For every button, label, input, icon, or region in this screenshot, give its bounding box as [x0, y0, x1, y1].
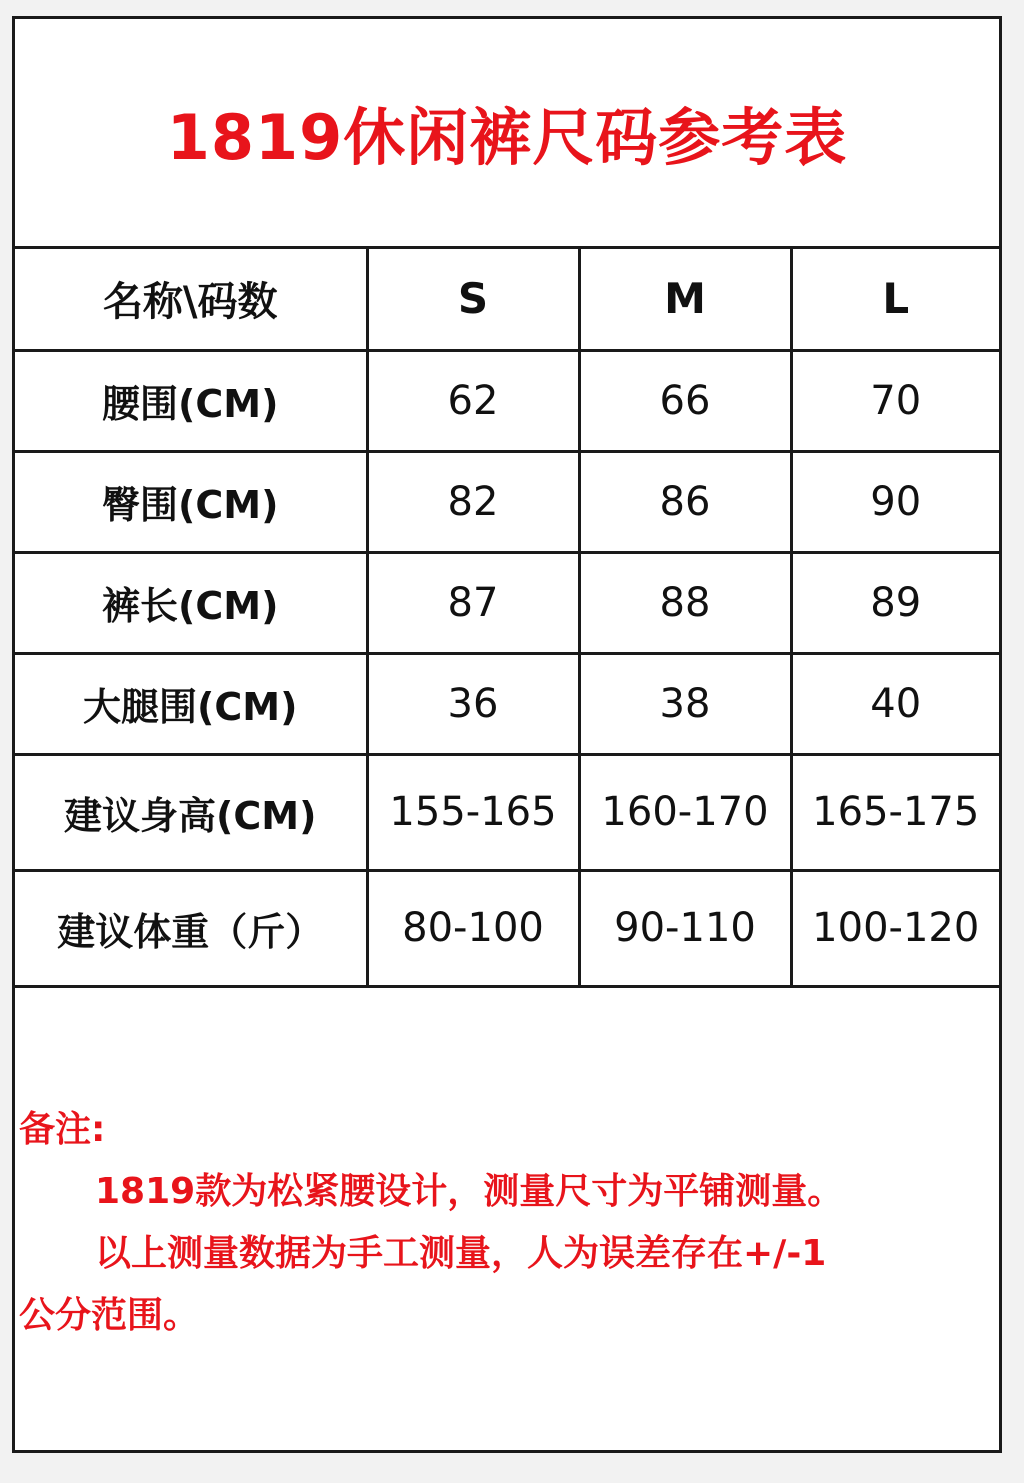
row-label-thigh: 大腿围(CM)	[15, 653, 367, 754]
note-line: 1819款为松紧腰设计，测量尺寸为平铺测量。	[95, 1171, 844, 1212]
table-row	[15, 754, 999, 870]
table-cell: 87	[367, 552, 579, 653]
table-cell: 82	[367, 451, 579, 552]
table-cell: 38	[579, 653, 791, 754]
table-cell: 90-110	[579, 870, 791, 986]
table-header-row	[15, 249, 999, 350]
table-row	[15, 552, 999, 653]
table-cell: 36	[367, 653, 579, 754]
row-label-height: 建议身高(CM)	[15, 754, 367, 870]
table-row	[15, 451, 999, 552]
size-table	[15, 249, 999, 988]
size-header-m: M	[579, 249, 791, 350]
size-header-s: S	[367, 249, 579, 350]
table-cell: 160-170	[579, 754, 791, 870]
table-cell: 62	[367, 350, 579, 451]
row-label-length: 裤长(CM)	[15, 552, 367, 653]
table-cell: 80-100	[367, 870, 579, 986]
table-cell: 90	[791, 451, 999, 552]
table-row	[15, 350, 999, 451]
table-cell: 88	[579, 552, 791, 653]
table-cell: 70	[791, 350, 999, 451]
table-cell: 100-120	[791, 870, 999, 986]
title-row	[15, 19, 999, 249]
table-cell: 89	[791, 552, 999, 653]
size-header-l: L	[791, 249, 999, 350]
row-label-hip: 臀围(CM)	[15, 451, 367, 552]
page-title: 1819休闲裤尺码参考表	[166, 101, 848, 174]
table-row	[15, 653, 999, 754]
table-cell: 66	[579, 350, 791, 451]
note-line: 公分范围。	[19, 1295, 200, 1336]
notes-heading: 备注:	[19, 1109, 106, 1150]
row-label-waist: 腰围(CM)	[15, 350, 367, 451]
notes-section	[19, 1099, 989, 1347]
table-row	[15, 870, 999, 986]
size-chart-sheet	[12, 16, 1002, 1453]
table-cell: 86	[579, 451, 791, 552]
header-label: 名称\码数	[15, 249, 367, 350]
table-cell: 40	[791, 653, 999, 754]
table-cell: 165-175	[791, 754, 999, 870]
note-line: 以上测量数据为手工测量，人为误差存在+/-1	[95, 1233, 827, 1274]
table-cell: 155-165	[367, 754, 579, 870]
row-label-weight: 建议体重（斤）	[15, 870, 367, 986]
